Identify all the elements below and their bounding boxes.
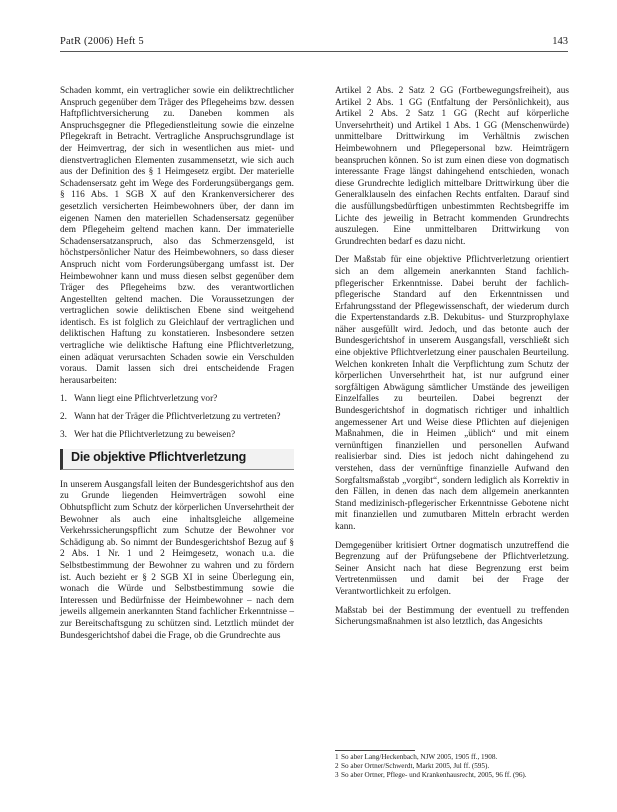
body-paragraph: Schaden kommt, ein vertraglicher sowie ein deliktrechtlicher Anspruch gegenüber dem Träger des Pflegeheims bzw. dessen Haftpflichtversicherung zu. Daneben kommen als Anspruchsgegner die Pflegedienstleitung sowie die einzelne Pflegekraft in Betracht. Vertragliche Anspruchsgrundlage ist der Heimvertrag, der sich in wesentlichen aus miet- und dienstvertraglichen Elementen zusammensetzt, wie sich auch aus der Definition des § 1 Heimgesetz ergibt. Der materielle Schadensersatz geht im Wege des Forderungsübergangs gem. § 116 Abs. 1 SGB X auf den Krankenversicherer des gesetzlich versicherten Heimbewohners über, der dann im eigenen Namen den materiellen Schadensersatz gegenüber dem Pflegeheim geltend machen kann. Der immaterielle Schadensersatzanspruch, also das Schmerzensgeld, ist höchstpersönlicher Natur des Heimbewohners, so dass dieser Anspruch nicht vom Forderungsübergang umfasst ist. Der Heimbewohner kann und muss diesen selbst gegenüber dem Träger des Pflegeheims bzw. des verantwortlichen Angestellten geltend machen. Die Voraussetzungen der vertraglichen sowie deliktischen Ebene sind weitgehend identisch. Es ist folglich zu Gleichlauf der vertraglichen und deliktischen Haftung zu konstatieren. Insbesondere setzen vertragliche wie deliktische Haftung eine Pflichtverletzung, einen adäquat verursachten Schaden sowie ein Verschulden voraus. Damit lassen sich drei entscheidende Fragen herausarbeiten: <box>60 86 294 386</box>
question-list <box>60 394 294 441</box>
footnote <box>335 771 569 780</box>
body-paragraph: Artikel 2 Abs. 2 Satz 2 GG (Fortbewegungsfreiheit), aus Artikel 2 Abs. 1 GG (Entfaltung der Persönlichkeit), aus Artikel 2 Abs. 2 Satz 1 GG (Recht auf körperliche Unversehrtheit) und Artikel 1 Abs. 1 GG (Menschenwürde) unmittelbare Drittwirkung im Verhältnis zwischen Heimbewohnern und Pflegepersonal bzw. Heimträgern beanspruchen können. So ist zum einen diese von dogmatisch interessante Frage längst dahingehend entschieden, wonach diese Grundrechte lediglich mittelbare Drittwirkung über die Generalklauseln des einfachen Rechts entfalten. Darauf sind die ausfüllungsbedürftigen unbestimmten Rechtsbegriffe im Lichte des jeweilig in Betracht kommenden Grundrechts auszulegen. Eine unmittelbaren Drittwirkung von Grundrechten bedarf es dazu nicht. <box>335 86 569 247</box>
body-paragraph: In unserem Ausgangsfall leiten der Bundesgerichtshof aus den zu Grunde liegenden Heimverträgen sowohl eine Obhutspflicht zum Schutz der körperlichen Unversehrtheit der Bewohner als auch eine inhaltsgleiche allgemeine Verkehrssicherungspflicht zum Schutze der Bewohner vor Schädigung ab. So nimmt der Bundesgerichtshof Bezug auf § 2 Abs. 1 Nr. 1 und 2 Heimgesetz, wonach u.a. die Selbstbestimmung der Bewohner zu wahren und zu fördern ist. Auch bezieht er § 2 SGB XI in seine Überlegung ein, wonach die Würde und Selbstbestimmung sowie die Interessen und Bedürfnisse der Heimbewohner – nach dem jeweils allgemein anerkannten Stand fachlicher Erkenntnisse – zur Bereitschaftsgung zu schützen sind. Letztlich mündet der Bundesgerichtshof dabei die Frage, ob die Grundrechte aus <box>60 479 294 641</box>
footnote-rule <box>335 750 415 751</box>
footnote <box>335 762 569 771</box>
journal-issue: PatR (2006) Heft 5 <box>60 36 144 47</box>
list-number: 1. <box>60 394 67 405</box>
section-heading-box <box>60 449 294 470</box>
body-paragraph: Der Maßstab für eine objektive Pflichtverletzung orientiert sich an dem allgemein anerkannten Stand fachlich-pflegerischer Erkenntnisse. Dabei beruht der fachlich-pflegerische Standard auf den Erkenntnissen und Erfahrungsstand der Pflegewissenschaft, der wiederum durch die Expertenstandards z.B. Dekubitus- und Sturzprophylaxe näher ausgefüllt wird. Jedoch, und das betonte auch der Bundesgerichtshof in unserem Ausgangsfall, verschließt sich eine objektive Pflichtverletzung einer pauschalen Beurteilung. Welchen konkreten Inhalt die Verpflichtung zum Schutz der körperlichen Unversehrtheit hat, ist nur aufgrund einer sorgfältigen Abwägung sämtlicher Umstände des jeweiligen Einzelfalles zu beurteilen. Dabei begrenzt der Bundesgerichtshof in dogmatisch richtiger und inhaltlich angemessener Art und Weise diese Pflichten auf diejenigen Maßnahmen, die in Heimen „üblich“ und mit einem vernünftigen finanziellen und personellen Aufwand realisierbar sind. Dies ist jedoch nicht dahingehend zu verstehen, dass der vernünftige finanzielle Aufwand den Sorgfaltsmaßstab „vorgibt“, sondern lediglich als Korrektiv in den Fällen, in denen das nach dem allgemein anerkannten Stand medizinisch-pflegerischer Erkenntnisse Gebotene nicht mit finanziellen und zumutbaren Mitteln erbracht werden kann. <box>335 255 569 532</box>
list-item <box>60 412 294 424</box>
list-item <box>60 394 294 406</box>
page-number: 143 <box>552 36 568 47</box>
footnote-number: 3 <box>335 771 339 779</box>
header-rule <box>60 51 568 52</box>
body-paragraph: Demgegenüber kritisiert Ortner dogmatisch unzutreffend die Begrenzung auf der Prüfungsebene der Pflichtverletzung. Seiner Ansicht nach hat diese Begrenzung erst beim Vertretenmüssen und damit bei der Frage der Verantwortlichkeit zu erfolgen. <box>335 540 569 597</box>
list-text: Wann liegt eine Pflichtverletzung vor? <box>74 394 218 405</box>
body-paragraph: Maßstab bei der Bestimmung der eventuell zu treffenden Sicherungsmaßnahmen ist also letztlich, das Angesichts <box>335 605 569 628</box>
list-number: 3. <box>60 429 67 440</box>
right-column <box>335 86 569 636</box>
list-text: Wer hat die Pflichtverletzung zu beweisen? <box>74 429 236 440</box>
footnote-number: 2 <box>335 762 339 770</box>
footnote <box>335 753 569 762</box>
running-head <box>60 36 568 50</box>
footnote-number: 1 <box>335 753 339 761</box>
footnote-text: So aber Ortner/Schwerdt, Markt 2005, Jul ff. (595). <box>341 762 490 770</box>
footnote-text: So aber Lang/Heckenbach, NJW 2005, 1905 ff., 1908. <box>341 753 498 761</box>
list-item <box>60 430 294 442</box>
left-column <box>60 86 294 649</box>
list-number: 2. <box>60 412 67 423</box>
footnotes <box>335 750 569 780</box>
list-text: Wann hat der Träger die Pflichtverletzung zu vertreten? <box>74 412 281 423</box>
section-heading: Die objektive Pflichtverletzung <box>71 450 247 465</box>
footnote-text: So aber Ortner, Pflege- und Krankenhausrecht, 2005, 96 ff. (96). <box>341 771 527 779</box>
